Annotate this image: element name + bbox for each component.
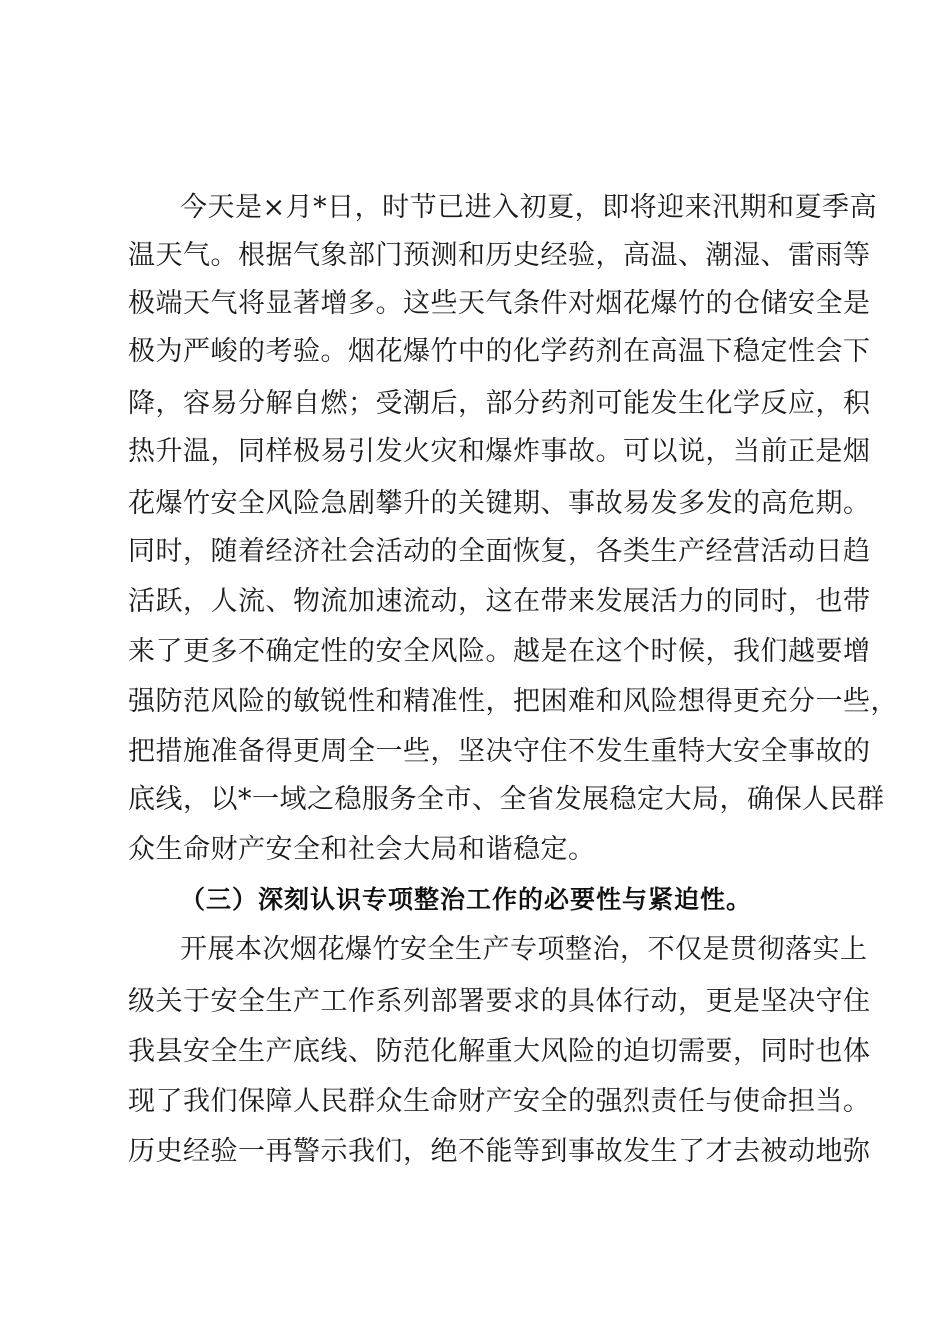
section-heading: （三）深刻认识专项整治工作的必要性与紧迫性。 bbox=[180, 885, 753, 914]
paragraph-1-line-2: 温天气。根据气象部门预测和历史经验，高温、潮湿、雷雨等 bbox=[128, 240, 871, 271]
paragraph-1-line-10: 来了更多不确定性的安全风险。越是在这个时候，我们越要增 bbox=[128, 636, 871, 667]
paragraph-1-line-1: 今天是×月*日，时节已进入初夏，即将迎来汛期和夏季高 bbox=[180, 192, 878, 223]
paragraph-1-line-3: 极端天气将显著增多。这些天气条件对烟花爆竹的仓储安全是 bbox=[128, 288, 871, 319]
paragraph-1-line-11: 强防范风险的敏锐性和精准性，把困难和风险想得更充分一些， bbox=[128, 686, 898, 717]
paragraph-1-line-7: 花爆竹安全风险急剧攀升的关键期、事故易发多发的高危期。 bbox=[128, 488, 871, 519]
paragraph-1-line-5: 降，容易分解自燃；受潮后，部分药剂可能发生化学反应，积 bbox=[128, 388, 871, 419]
paragraph-1-line-9: 活跃，人流、物流加速流动，这在带来发展活力的同时，也带 bbox=[128, 586, 871, 617]
paragraph-2-line-1: 开展本次烟花爆竹安全生产专项整治，不仅是贯彻落实上 bbox=[180, 934, 868, 965]
paragraph-1-line-4: 极为严峻的考验。烟花爆竹中的化学药剂在高温下稳定性会下 bbox=[128, 336, 871, 367]
paragraph-1-line-14: 众生命财产安全和社会大局和谐稳定。 bbox=[128, 834, 596, 865]
paragraph-1-line-8: 同时，随着经济社会活动的全面恢复，各类生产经营活动日趋 bbox=[128, 536, 871, 567]
paragraph-2-line-5: 历史经验一再警示我们，绝不能等到事故发生了才去被动地弥 bbox=[128, 1136, 871, 1167]
paragraph-2-line-3: 我县安全生产底线、防范化解重大风险的迫切需要，同时也体 bbox=[128, 1036, 871, 1067]
paragraph-1-line-13: 底线，以*一域之稳服务全市、全省发展稳定大局，确保人民群 bbox=[128, 784, 885, 815]
paragraph-2-line-4: 现了我们保障人民群众生命财产安全的强烈责任与使命担当。 bbox=[128, 1086, 871, 1117]
paragraph-2-line-2: 级关于安全生产工作系列部署要求的具体行动，更是坚决守住 bbox=[128, 986, 871, 1017]
paragraph-1-line-12: 把措施准备得更周全一些，坚决守住不发生重特大安全事故的 bbox=[128, 736, 871, 767]
paragraph-1-line-6: 热升温，同样极易引发火灾和爆炸事故。可以说，当前正是烟 bbox=[128, 436, 871, 467]
